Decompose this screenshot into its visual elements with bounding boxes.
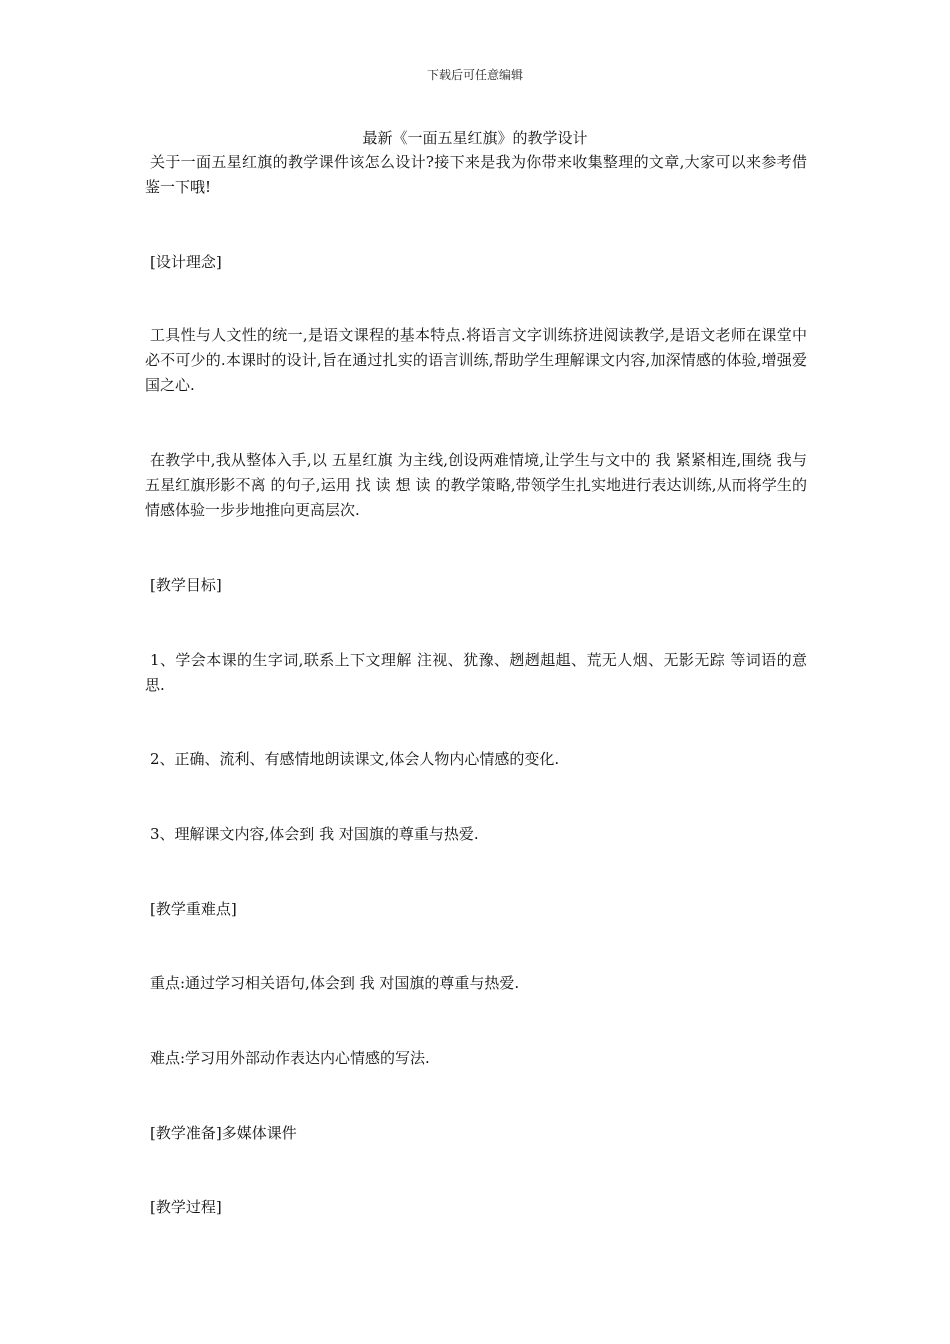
section-heading-prep: [教学准备]多媒体课件: [150, 1124, 297, 1142]
difficult-point-paragraph: 难点:学习用外部动作表达内心情感的写法.: [150, 1049, 430, 1067]
section-heading-process: [教学过程]: [150, 1198, 222, 1216]
design-paragraph-1: 工具性与人文性的统一,是语文课程的基本特点.将语言文字训练挤进阅读教学,是语文老师在课堂中必不可少的.本课时的设计,旨在通过扎实的语言训练,帮助学生理解课文内容,加深情感的体验,增强爱国之心.: [145, 326, 807, 394]
goal-item-2: 2、正确、流利、有感情地朗读课文,体会人物内心情感的变化.: [150, 750, 560, 768]
design-paragraph-2: 在教学中,我从整体入手,以 五星红旗 为主线,创设两难情境,让学生与文中的 我 紧紧相连,围绕 我与五星红旗形影不离 的句子,运用 找 读 想 读 的教学策略,带领学生扎实地进行表达训练,从而将学生的情感体验一步步地推向更高层次.: [145, 451, 807, 519]
section-heading-design-concept: [设计理念]: [150, 253, 222, 271]
section-heading-key-points: [教学重难点]: [150, 900, 237, 918]
intro-paragraph: 关于一面五星红旗的教学课件该怎么设计?接下来是我为你带来收集整理的文章,大家可以来参考借鉴一下哦!: [145, 153, 807, 196]
document-title: 最新《一面五星红旗》的教学设计: [362, 129, 588, 147]
key-point-paragraph: 重点:通过学习相关语句,体会到 我 对国旗的尊重与热爱.: [150, 974, 520, 992]
goal-item-1: 1、学会本课的生字词,联系上下文理解 注视、犹豫、趔趔趄趄、荒无人烟、无影无踪 等词语的意思.: [145, 651, 807, 694]
header-note: 下载后可任意编辑: [426, 68, 523, 82]
goal-item-3: 3、理解课文内容,体会到 我 对国旗的尊重与热爱.: [150, 825, 479, 843]
section-heading-goals: [教学目标]: [150, 576, 222, 594]
